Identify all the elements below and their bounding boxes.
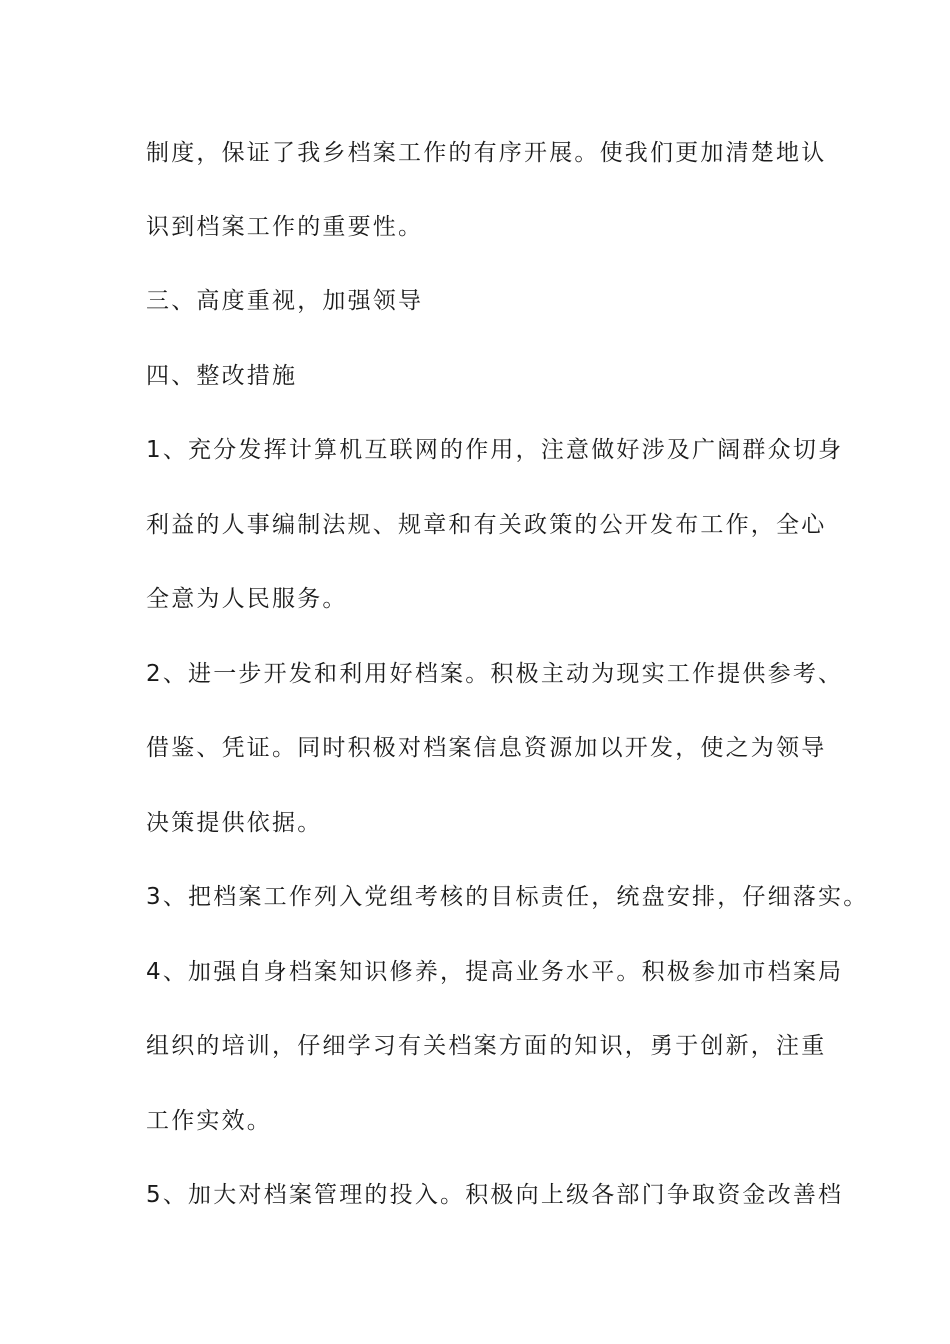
text-line: 识到档案工作的重要性。: [146, 214, 424, 240]
text-line: 决策提供依据。: [146, 810, 323, 836]
text-line: 组织的培训，仔细学习有关档案方面的知识，勇于创新，注重: [146, 1033, 827, 1059]
list-item-line: 2、进一步开发和利用好档案。积极主动为现实工作提供参考、: [146, 661, 844, 687]
list-item-line: 1、充分发挥计算机互联网的作用，注意做好涉及广阔群众切身: [146, 437, 844, 463]
text-line: 借鉴、凭证。同时积极对档案信息资源加以开发，使之为领导: [146, 735, 827, 761]
text-line: 制度，保证了我乡档案工作的有序开展。使我们更加清楚地认: [146, 140, 827, 166]
list-item-line: 3、把档案工作列入党组考核的目标责任，统盘安排，仔细落实。: [146, 884, 869, 910]
section-heading: 三、高度重视，加强领导: [146, 288, 424, 314]
text-line: 利益的人事编制法规、规章和有关政策的公开发布工作，全心: [146, 512, 827, 538]
list-item-line: 4、加强自身档案知识修养，提高业务水平。积极参加市档案局: [146, 959, 844, 985]
text-line: 工作实效。: [146, 1108, 272, 1134]
section-heading: 四、整改措施: [146, 363, 298, 389]
text-line: 全意为人民服务。: [146, 586, 348, 612]
list-item-line: 5、加大对档案管理的投入。积极向上级各部门争取资金改善档: [146, 1182, 844, 1208]
